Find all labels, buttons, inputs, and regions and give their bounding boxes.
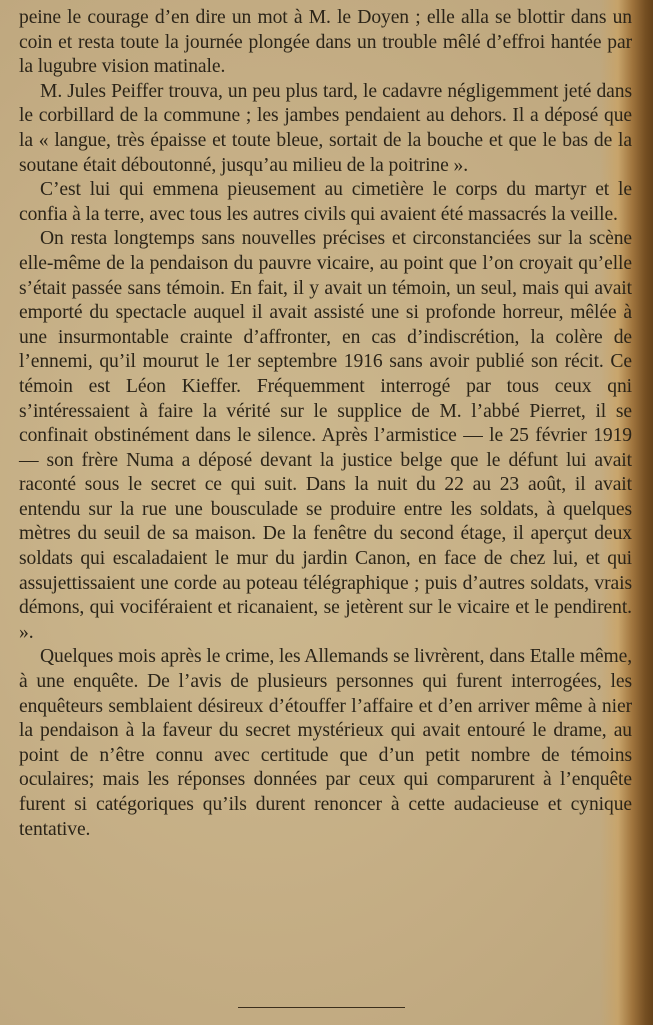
paragraph-continued: peine le courage d’en dire un mot à M. le Doyen ; elle alla se blottir dans un coin et resta toute la journée plongée dans un trouble mêlé d’effroi hantée par la lugubre vision matinale. [19, 7, 632, 78]
body-text [19, 6, 632, 842]
section-end-rule [238, 1007, 405, 1008]
paragraph: On resta longtemps sans nouvelles précises et circonstanciées sur la scène elle-même de la pendaison du pauvre vicaire, au point que l’on croyait qu’elle s’était passée sans témoin. En fait, il y avait un témoin, un seul, mais qui avait emporté du spectacle auquel il avait assisté une si profonde horreur, mêlée à une insurmontable crainte d’affronter, en cas d’indiscrétion, la colère de l’ennemi, qu’il mourut le 1er septembre 1916 sans avoir publié son récit. Ce témoin est Léon Kieffer. Fréquemment interrogé par tous ceux qni s’intéressaient à faire la vérité sur le supplice de M. l’abbé Pierret, il se confinait obstinément dans le silence. Après l’armistice — le 25 février 1919 — son frère Numa a déposé devant la justice belge que le défunt lui avait raconté sous le secret ce qui suit. Dans la nuit du 22 au 23 août, il avait entendu sur la rue une bousculade se produire entre les soldats, à quelques mètres du seuil de sa maison. De la fenêtre du second étage, il aperçut deux soldats qui escaladaient le mur du jardin Canon, en face de chez lui, et qui assujettissaient une corde au poteau télégraphique ; puis d’autres soldats, vrais démons, qui vociféraient et ricanaient, se jetèrent sur le vicaire et le pendirent. ». [19, 228, 632, 643]
paragraph: C’est lui qui emmena pieusement au cimetière le corps du martyr et le confia à la terre, avec tous les autres civils qui avaient été massacrés la veille. [19, 179, 632, 225]
paragraph: Quelques mois après le crime, les Allemands se livrèrent, dans Etalle même, à une enquête. De l’avis de plusieurs personnes qui furent interrogées, les enquêteurs semblaient désireux d’étouffer l’affaire et d’en arriver même à nier la pendaison à la faveur du secret mystérieux qui avait entouré le drame, au point de n’être connu avec certitude que d’un petit nombre de témoins oculaires; mais les réponses données par ceux qui comparurent à l’enquête furent si catégoriques qu’ils durent renoncer à cette audacieuse et cynique tentative. [19, 646, 632, 840]
paragraph: M. Jules Peiffer trouva, un peu plus tard, le cadavre négligemment jeté dans le corbillard de la commune ; les jambes pendaient au dehors. Il a déposé que la « langue, très épaisse et toute bleue, sortait de la bouche et que le bas de la soutane était déboutonné, jusqu’au milieu de la poitrine ». [19, 80, 632, 176]
